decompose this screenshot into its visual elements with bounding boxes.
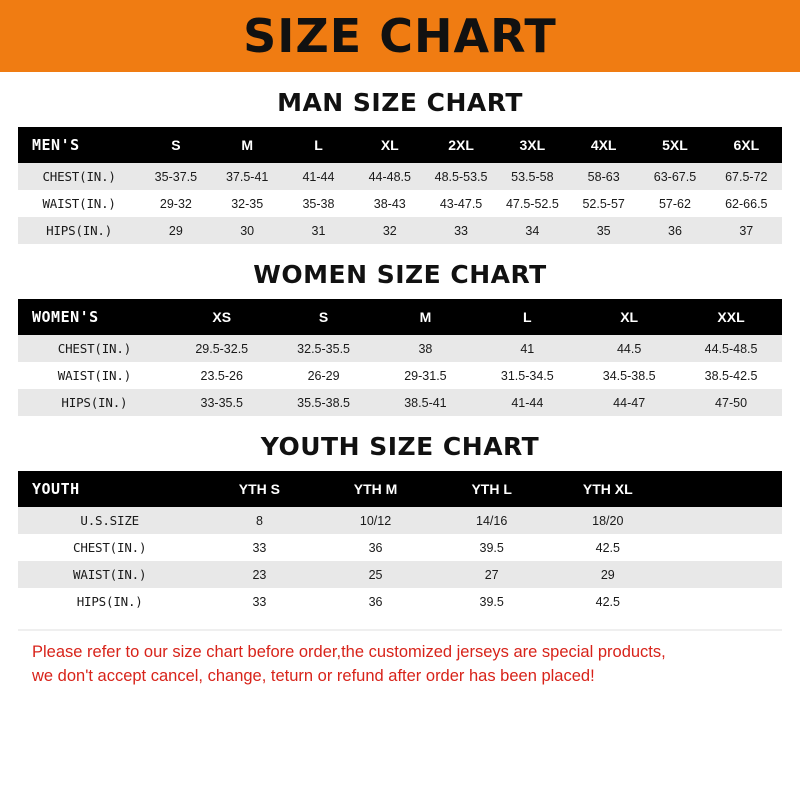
women-cell-0-2: 38	[375, 335, 477, 362]
men-col-7: 5XL	[639, 127, 710, 163]
women-col-4: XL	[578, 299, 680, 335]
header-band	[0, 0, 800, 72]
youth-col-2: YTH L	[434, 471, 550, 507]
men-cell-0-7: 63-67.5	[639, 163, 710, 190]
youth-cell-2-4	[666, 561, 782, 588]
youth-cell-0-3: 18/20	[550, 507, 666, 534]
women-cell-0-1: 32.5-35.5	[273, 335, 375, 362]
men-col-5: 3XL	[497, 127, 568, 163]
men-cell-2-3: 32	[354, 217, 425, 244]
table-row	[18, 561, 782, 588]
section-title-men: MAN SIZE CHART	[277, 88, 523, 117]
table-row	[18, 507, 782, 534]
women-cell-2-3: 41-44	[476, 389, 578, 416]
youth-cell-1-0: 33	[201, 534, 317, 561]
men-cell-0-1: 37.5-41	[212, 163, 283, 190]
women-cell-1-3: 31.5-34.5	[476, 362, 578, 389]
footer-line-1: Please refer to our size chart before order,the customized jerseys are special products,	[32, 643, 666, 661]
youth-cell-0-2: 14/16	[434, 507, 550, 534]
men-row-label-2: HIPS(IN.)	[18, 217, 140, 244]
footer-line-2: we don't accept cancel, change, teturn or refund after order has been placed!	[32, 666, 595, 685]
table-row	[18, 362, 782, 389]
women-cell-0-0: 29.5-32.5	[171, 335, 273, 362]
youth-cell-3-2: 39.5	[434, 588, 550, 615]
youth-row-label-2: WAIST(IN.)	[18, 561, 201, 588]
section-title-youth: YOUTH SIZE CHART	[260, 432, 540, 461]
men-col-3: XL	[354, 127, 425, 163]
youth-cell-1-1: 36	[317, 534, 433, 561]
men-corner-label: MEN'S	[18, 127, 140, 163]
youth-cell-3-4	[666, 588, 782, 615]
women-cell-2-5: 47-50	[680, 389, 782, 416]
men-col-2: L	[283, 127, 354, 163]
men-table-head	[18, 127, 782, 163]
youth-cell-3-1: 36	[317, 588, 433, 615]
men-cell-2-2: 31	[283, 217, 354, 244]
women-col-5: XXL	[680, 299, 782, 335]
footer-disclaimer	[18, 629, 782, 689]
youth-cell-3-3: 42.5	[550, 588, 666, 615]
men-cell-1-3: 38-43	[354, 190, 425, 217]
women-cell-2-2: 38.5-41	[375, 389, 477, 416]
page-title: SIZE CHART	[243, 9, 557, 63]
youth-cell-2-1: 25	[317, 561, 433, 588]
youth-col-4	[666, 471, 782, 507]
youth-corner-label: YOUTH	[18, 471, 201, 507]
men-cell-0-4: 48.5-53.5	[425, 163, 496, 190]
chart-content	[0, 88, 800, 689]
table-row	[18, 163, 782, 190]
men-cell-1-2: 35-38	[283, 190, 354, 217]
men-cell-0-2: 41-44	[283, 163, 354, 190]
youth-cell-1-4	[666, 534, 782, 561]
men-cell-2-6: 35	[568, 217, 639, 244]
men-cell-0-8: 67.5-72	[711, 163, 782, 190]
men-cell-0-6: 58-63	[568, 163, 639, 190]
youth-cell-0-1: 10/12	[317, 507, 433, 534]
men-cell-1-8: 62-66.5	[711, 190, 782, 217]
section-title-women: WOMEN SIZE CHART	[253, 260, 547, 289]
men-cell-2-7: 36	[639, 217, 710, 244]
women-table-body	[18, 335, 782, 416]
youth-row-label-3: HIPS(IN.)	[18, 588, 201, 615]
women-cell-0-5: 44.5-48.5	[680, 335, 782, 362]
women-table-head	[18, 299, 782, 335]
women-cell-0-3: 41	[476, 335, 578, 362]
youth-table-body	[18, 507, 782, 615]
men-row-label-1: WAIST(IN.)	[18, 190, 140, 217]
women-col-3: L	[476, 299, 578, 335]
women-cell-0-4: 44.5	[578, 335, 680, 362]
men-cell-2-8: 37	[711, 217, 782, 244]
table-header-row	[18, 299, 782, 335]
men-cell-2-0: 29	[140, 217, 211, 244]
women-row-label-2: HIPS(IN.)	[18, 389, 171, 416]
men-col-8: 6XL	[711, 127, 782, 163]
women-cell-1-4: 34.5-38.5	[578, 362, 680, 389]
youth-cell-2-2: 27	[434, 561, 550, 588]
table-row	[18, 534, 782, 561]
women-cell-2-0: 33-35.5	[171, 389, 273, 416]
youth-table-head	[18, 471, 782, 507]
men-cell-2-4: 33	[425, 217, 496, 244]
youth-cell-1-2: 39.5	[434, 534, 550, 561]
table-row	[18, 389, 782, 416]
women-cell-2-4: 44-47	[578, 389, 680, 416]
youth-row-label-1: CHEST(IN.)	[18, 534, 201, 561]
men-col-4: 2XL	[425, 127, 496, 163]
men-col-1: M	[212, 127, 283, 163]
men-cell-2-5: 34	[497, 217, 568, 244]
table-header-row	[18, 471, 782, 507]
table-row	[18, 217, 782, 244]
women-col-2: M	[375, 299, 477, 335]
youth-col-3: YTH XL	[550, 471, 666, 507]
table-row	[18, 190, 782, 217]
women-row-label-0: CHEST(IN.)	[18, 335, 171, 362]
men-cell-0-5: 53.5-58	[497, 163, 568, 190]
women-col-0: XS	[171, 299, 273, 335]
men-cell-1-1: 32-35	[212, 190, 283, 217]
table-header-row	[18, 127, 782, 163]
men-cell-1-7: 57-62	[639, 190, 710, 217]
women-cell-1-0: 23.5-26	[171, 362, 273, 389]
men-cell-1-5: 47.5-52.5	[497, 190, 568, 217]
men-cell-1-4: 43-47.5	[425, 190, 496, 217]
men-cell-0-3: 44-48.5	[354, 163, 425, 190]
youth-cell-3-0: 33	[201, 588, 317, 615]
youth-cell-0-0: 8	[201, 507, 317, 534]
men-table-body	[18, 163, 782, 244]
men-cell-0-0: 35-37.5	[140, 163, 211, 190]
men-cell-1-0: 29-32	[140, 190, 211, 217]
youth-row-label-0: U.S.SIZE	[18, 507, 201, 534]
women-row-label-1: WAIST(IN.)	[18, 362, 171, 389]
table-row	[18, 335, 782, 362]
youth-size-table	[18, 471, 782, 615]
table-row	[18, 588, 782, 615]
youth-cell-1-3: 42.5	[550, 534, 666, 561]
men-cell-2-1: 30	[212, 217, 283, 244]
men-col-0: S	[140, 127, 211, 163]
youth-cell-2-0: 23	[201, 561, 317, 588]
women-size-table	[18, 299, 782, 416]
men-cell-1-6: 52.5-57	[568, 190, 639, 217]
youth-col-1: YTH M	[317, 471, 433, 507]
women-cell-1-5: 38.5-42.5	[680, 362, 782, 389]
youth-cell-2-3: 29	[550, 561, 666, 588]
men-row-label-0: CHEST(IN.)	[18, 163, 140, 190]
women-cell-1-2: 29-31.5	[375, 362, 477, 389]
men-col-6: 4XL	[568, 127, 639, 163]
youth-col-0: YTH S	[201, 471, 317, 507]
men-size-table	[18, 127, 782, 244]
youth-cell-0-4	[666, 507, 782, 534]
women-cell-2-1: 35.5-38.5	[273, 389, 375, 416]
women-col-1: S	[273, 299, 375, 335]
women-corner-label: WOMEN'S	[18, 299, 171, 335]
women-cell-1-1: 26-29	[273, 362, 375, 389]
